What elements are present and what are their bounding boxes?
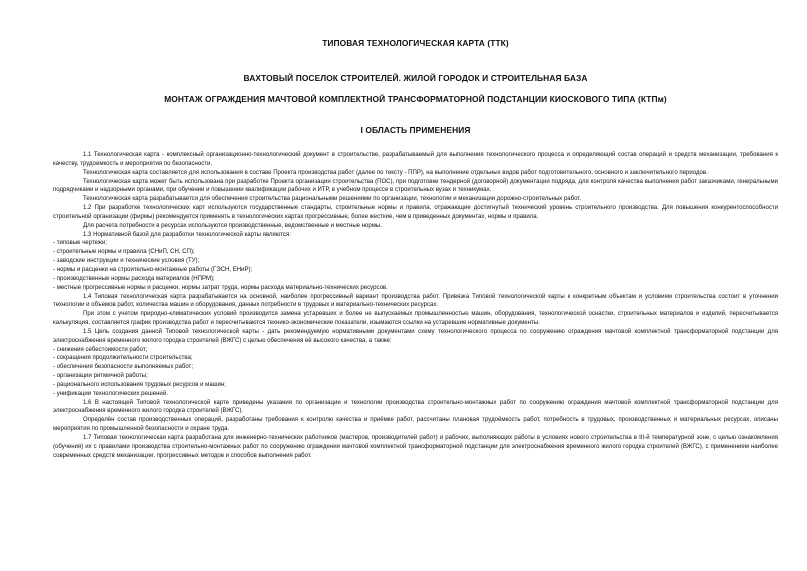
document-heading: МОНТАЖ ОГРАЖДЕНИЯ МАЧТОВОЙ КОМПЛЕКТНОЙ ТРАНСФОРМАТОРНОЙ ПОДСТАНЦИИ КИОСКОВОГО ТИПА (КТПм) [164,94,667,104]
paragraph-norms: Для расчета потребности в ресурсах используются производственные, ведомственные и местные нормы. [83,222,382,229]
paragraph-pos: Технологическая карта может быть использована при разработке Проекта организации строительства (ПОС), при подготовке тендерной (договорной) документации подряда, для контроля качества выполнения работ заказчиками, генеральными подрядчиками и надзорными органами, при обучении и повышении квалификации рабочих и ИТР, в учебном процессе в строительных вузах и техникумах. [53,178,778,194]
paragraph-operations: Определён состав производственных операций, разработаны требования к контролю качества и приёмке работ, рассчитаны плановая трудоёмкость работ, потребность в трудовых, производственных и материальных ресурсах, описаны мероприятия по промышленной безопасности и охране труда. [53,417,778,433]
paragraph-1-4: 1.4 Типовая технологическая карта разрабатывается на основной, наиболее прогрессивный вариант производства работ. Привязка Типовой технологической карты к конкретным объектам и условиям строительства состоит в уточнении технологии и объемов работ, количества машин и оборудования, данных потребности в трудовых и материально-технических ресурсах. [53,293,778,309]
list-item: - заводские инструкции и технические условия (ТУ); [53,258,200,265]
list-item: - снижения себестоимости работ; [53,346,148,353]
section-body [53,151,778,461]
list-item: - обеспечения безопасности выполняемых работ; [53,364,194,371]
paragraph-1-2: 1.2 При разработке технологических карт используются государственные стандарты, строительные нормы и правила, отражающие достигнутый технический уровень строительного производства. Для повышения конкурентоспособности строительной организации (фирмы) рекомендуется применять в технологических картах прогрессивные, более жесткие, чем в приведенных документах, нормы и правила. [53,205,778,220]
list-item: - строительные нормы и правила (СНиП, СН, СП); [53,249,195,256]
paragraph-rational: Технологическая карта разрабатывается для обеспечения строительства рациональными решениями по организации, технологии и механизации дорожно-строительных работ. [83,196,582,203]
document-title: ТИПОВАЯ ТЕХНОЛОГИЧЕСКАЯ КАРТА (ТТК) [322,38,509,48]
list-item: - организации ритмичной работы; [53,373,148,380]
list-item: - типовые чертежи; [53,240,107,247]
document-subtitle: ВАХТОВЫЙ ПОСЕЛОК СТРОИТЕЛЕЙ. ЖИЛОЙ ГОРОДОК И СТРОИТЕЛЬНАЯ БАЗА [243,73,588,83]
paragraph-1-6: 1.6 В настоящей Типовой технологической карте приведены указания по организации и технологии производства строительно-монтажных работ по сооружению ограждения мачтовой комплектной трансформаторной подстанции для электроснабжения временного жилого городка строителей (ВЖГС). [53,399,778,415]
paragraph-1-5: 1.5 Цель создания данной Типовой технологической карты - дать рекомендуемую нормативными документами схему технологического процесса по сооружению ограждения мачтовой комплектной трансформаторной подстанции для электроснабжения временного жилого городка строителей (ВЖГС) с целью обеспечения её высокого качества, а также: [53,328,778,344]
list-item: - местные прогрессивные нормы и расценки, нормы затрат труда, нормы расхода материально-технических ресурсов. [53,284,388,291]
list-item: - сокращения продолжительности строительства; [53,355,193,362]
paragraph-climate: При этом с учетом природно-климатических условий производится замена устаревших и более не выпускаемых промышленностью машин, оборудования, технологической оснастки, строительных материалов и изделий, пересчитывается калькуляция, составляется график производства работ и пересчитываются технико-экономические показатели, изымаются ссылки на устаревшие нормативные документы. [53,311,778,327]
paragraph-1-3: 1.3 Нормативной базой для разработки технологической карты являются: [83,231,291,238]
list-item: - рационального использования трудовых ресурсов и машин; [53,381,226,388]
list-item: - производственные нормы расхода материалов (НПРМ); [53,275,215,282]
paragraph-1-1: 1.1 Технологическая карта - комплексный организационно-технологический документ в строительстве, разрабатываемый для выполнения технологического процесса и определяющий состав операций и средств механизации, требования к качеству, трудоемкость и мероприятия по безопасности. [53,152,778,167]
list-item: - нормы и расценки на строительно-монтажные работы (ГЭСН, ЕНиР); [53,266,253,273]
section-heading: I ОБЛАСТЬ ПРИМЕНЕНИЯ [360,125,471,135]
paragraph-1-7: 1.7 Типовая технологическая карта разработана для инженерно-технических работников (мастеров, производителей работ) и рабочих, выполняющих работы в условиях нового строительства в III-й температурной зоне, с целью ознакомления (обучения) их с правилами производства строительно-монтажных работ по сооружению ограждения мачтовой комплектной трансформаторной подстанции для электроснабжения временного жилого городка строителей (ВЖГС), с применением наиболее современных средств механизации, прогрессивных методов и способов выполнения работ. [53,435,778,459]
list-item: - унификации технологических решений. [53,390,168,397]
paragraph-ppr: Технологическая карта составляется для использования в составе Проекта производства работ (далее по тексту - ППР), на выполнение отдельных видов работ подготовительного, основного и заключительного периодов. [83,169,708,176]
